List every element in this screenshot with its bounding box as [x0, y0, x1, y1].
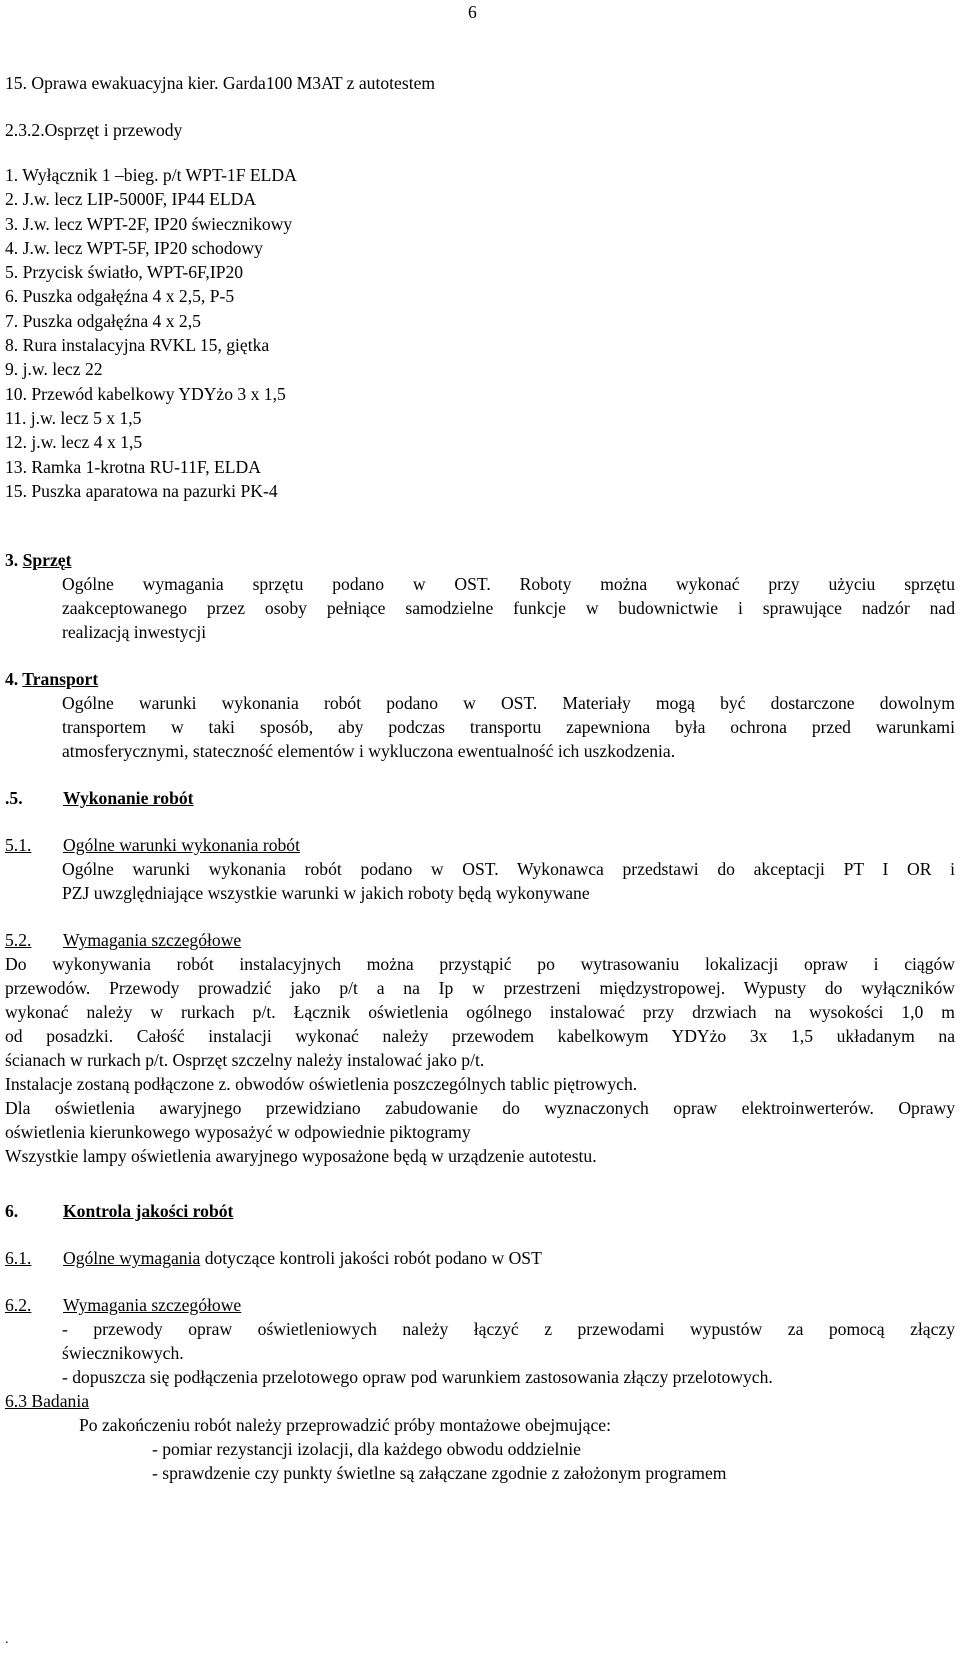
section-4-number: 4. — [5, 669, 23, 689]
section-4-heading — [5, 667, 98, 691]
section-6-2-number: 6.2. — [5, 1295, 32, 1315]
section-5-1-line-2: PZJ uwzględniające wszystkie warunki w jakich roboty będą wykonywane — [62, 883, 590, 903]
section-3-line-2: zaakceptowanego przez osoby pełniące samodzielne funkcje w budownictwie i sprawujące nadzór nad — [62, 598, 955, 618]
section-5-2-title: Wymagania szczegółowe — [63, 930, 242, 950]
section-5-2-line-3: wykonać należy w rurkach p/t. Łącznik oświetlenia ogólnego instalować przy drzwiach na wysokości 1,0 m — [5, 1002, 955, 1022]
list-item: 4. J.w. lecz WPT-5F, IP20 schodowy — [5, 237, 263, 258]
section-6-3-item-1: - pomiar rezystancji izolacji, dla każdego obwodu oddzielnie — [152, 1439, 581, 1459]
list-item: 5. Przycisk światło, WPT-6F,IP20 — [5, 262, 244, 283]
item-15-line: 15. Oprawa ewakuacyjna kier. Garda100 M3AT z autotestem — [5, 73, 436, 93]
section-5-2-line-6: Instalacje zostaną podłączone z. obwodów oświetlenia poszczególnych tablic piętrowych. — [5, 1074, 638, 1094]
section-5-2-line-2: przewodów. Przewody prowadzić jako p/t a na Ip w przestrzeni międzystropowej. Wypusty do wyłączników — [5, 978, 955, 998]
section-5-2-line-7: Dla oświetlenia awaryjnego przewidziano zabudowanie do wyznaczonych opraw elektroinwerterów. Oprawy — [5, 1098, 955, 1118]
page-number: 6 — [468, 2, 477, 22]
section-6-1-line — [5, 1246, 542, 1270]
section-2-3-2-heading: 2.3.2.Osprzęt i przewody — [5, 120, 183, 140]
list-item: 7. Puszka odgałęźna 4 x 2,5 — [5, 310, 201, 331]
list-item: 2. J.w. lecz LIP-5000F, IP44 ELDA — [5, 189, 257, 210]
section-6-1-number: 6.1. — [5, 1248, 32, 1268]
section-6-2-line-1: - przewody opraw oświetleniowych należy łączyć z przewodami wypustów za pomocą złączy — [62, 1319, 955, 1339]
section-3-line-3: realizacją inwestycji — [62, 622, 207, 642]
section-4-line-3: atmosferycznymi, stateczność elementów i wykluczona ewentualność ich uszkodzenia. — [62, 741, 676, 761]
section-6-2-line-2: świecznikowych. — [62, 1343, 184, 1363]
list-item: 13. Ramka 1-krotna RU-11F, ELDA — [5, 456, 261, 477]
section-4-title: Transport — [22, 669, 99, 689]
section-6-number: 6. — [5, 1201, 19, 1221]
section-6-heading — [5, 1199, 233, 1223]
list-item: 11. j.w. lecz 5 x 1,5 — [5, 407, 142, 428]
list-item: 9. j.w. lecz 22 — [5, 359, 103, 380]
list-item: 10. Przewód kabelkowy YDYżo 3 x 1,5 — [5, 383, 286, 404]
section-6-1-text: dotyczące kontroli jakości robót podano w OST — [200, 1248, 542, 1268]
section-5-2-line-5: ścianach w rurkach p/t. Osprzęt szczelny należy instalować jako p/t. — [5, 1050, 485, 1070]
section-6-2-line-3: - dopuszcza się podłączenia przelotowego opraw pod warunkiem zastosowania złączy przelotowych. — [62, 1367, 773, 1387]
section-6-title: Kontrola jakości robót — [63, 1201, 234, 1221]
section-5-heading — [5, 786, 194, 810]
section-5-1-title: Ogólne warunki wykonania robót — [63, 835, 300, 855]
section-5-2-line-1: Do wykonywania robót instalacyjnych można przystąpić po wytrasowaniu lokalizacji opraw i ciągów — [5, 954, 955, 974]
section-6-3-intro: Po zakończeniu robót należy przeprowadzić próby montażowe obejmujące: — [79, 1415, 611, 1435]
section-5-1-number: 5.1. — [5, 835, 32, 855]
list-item: 12. j.w. lecz 4 x 1,5 — [5, 432, 143, 453]
section-5-2-heading — [5, 928, 241, 952]
materials-list — [5, 163, 297, 503]
section-4-line-1: Ogólne warunki wykonania robót podano w OST. Materiały mogą być dostarczone dowolnym — [62, 693, 955, 713]
section-3-number: 3. — [5, 550, 23, 570]
section-5-2-number: 5.2. — [5, 930, 32, 950]
section-5-2-line-8: oświetlenia kierunkowego wyposażyć w odpowiednie piktogramy — [5, 1122, 471, 1142]
section-5-1-heading — [5, 833, 300, 857]
list-item: 1. Wyłącznik 1 –bieg. p/t WPT-1F ELDA — [5, 165, 297, 185]
section-4-line-2: transportem w taki sposób, aby podczas transportu zapewniona była ochrona przed warunkami — [62, 717, 955, 737]
list-item: 6. Puszka odgałęźna 4 x 2,5, P-5 — [5, 286, 235, 307]
footer-dot: . — [5, 1632, 9, 1647]
section-3-line-1: Ogólne wymagania sprzętu podano w OST. Roboty można wykonać przy użyciu sprzętu — [62, 574, 955, 594]
list-item: 8. Rura instalacyjna RVKL 15, giętka — [5, 335, 270, 356]
list-item: 3. J.w. lecz WPT-2F, IP20 świecznikowy — [5, 213, 293, 234]
section-5-title: Wykonanie robót — [63, 788, 194, 808]
section-5-2-line-9: Wszystkie lampy oświetlenia awaryjnego wyposażone będą w urządzenie autotestu. — [5, 1146, 597, 1166]
list-item: 15. Puszka aparatowa na pazurki PK-4 — [5, 480, 278, 501]
section-6-3-heading: 6.3 Badania — [5, 1391, 90, 1411]
section-5-2-line-4: od posadzki. Całość instalacji wykonać należy przewodem kabelkowym YDYżo 3x 1,5 układanym na — [5, 1026, 955, 1046]
section-3-title: Sprzęt — [22, 550, 72, 570]
section-5-1-line-1: Ogólne warunki wykonania robót podano w OST. Wykonawca przedstawi do akceptacji PT I OR i — [62, 859, 955, 879]
section-3-heading — [5, 548, 71, 572]
section-5-number: .5. — [5, 788, 23, 808]
section-6-2-heading — [5, 1293, 241, 1317]
section-6-1-title: Ogólne wymagania — [63, 1248, 201, 1268]
section-6-3-item-2: - sprawdzenie czy punkty świetlne są załączane zgodnie z założonym programem — [152, 1463, 727, 1483]
section-6-2-title: Wymagania szczegółowe — [63, 1295, 242, 1315]
